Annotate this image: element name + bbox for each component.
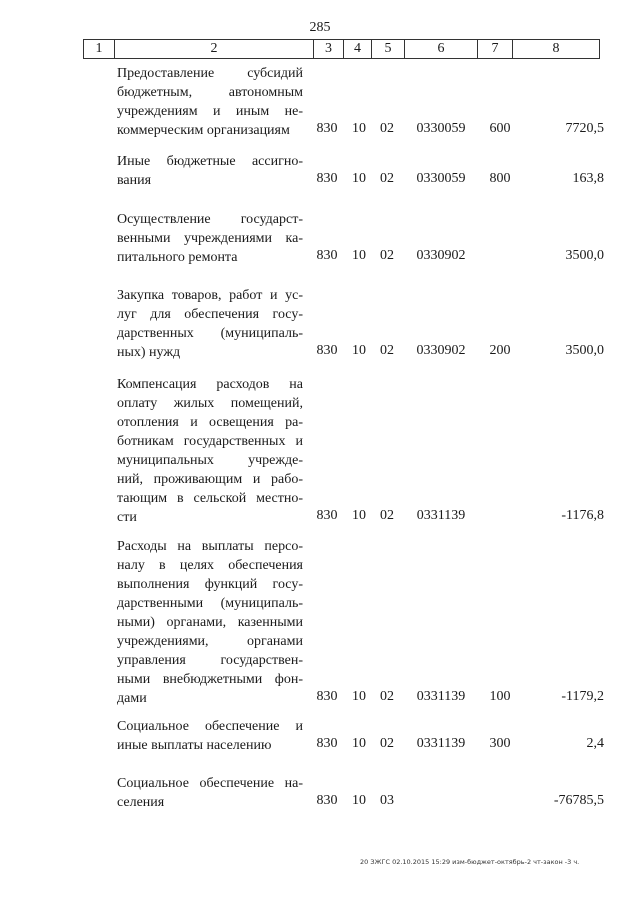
cell-col3: 830 <box>316 508 338 523</box>
cell-col5: 03 <box>380 793 394 808</box>
cell-col6: 0330902 <box>416 248 466 263</box>
description-line: сти <box>117 510 137 525</box>
cell-col5: 02 <box>380 343 394 358</box>
description-line: дами <box>117 691 147 706</box>
description-line: ных) нужд <box>117 345 181 360</box>
cell-col3: 830 <box>316 171 338 186</box>
cell-col4: 10 <box>352 248 366 263</box>
cell-col6: 0331139 <box>416 736 466 751</box>
cell-col5: 02 <box>380 508 394 523</box>
description-line: вания <box>117 173 152 188</box>
description-line: ботникам государственных и <box>117 434 303 449</box>
cell-col4: 10 <box>352 689 366 704</box>
description-line: Предоставление субсидий <box>117 66 303 81</box>
cell-col6: 0331139 <box>416 508 466 523</box>
cell-col4: 10 <box>352 171 366 186</box>
cell-col5: 02 <box>380 171 394 186</box>
description-line: учреждениями, органами <box>117 634 303 649</box>
cell-col3: 830 <box>316 736 338 751</box>
cell-col6: 0331139 <box>416 689 466 704</box>
cell-col5: 02 <box>380 689 394 704</box>
cell-col7: 100 <box>489 689 511 704</box>
row-description <box>117 210 303 267</box>
cell-col8: -1179,2 <box>561 689 604 704</box>
cell-col7: 200 <box>489 343 511 358</box>
row-description <box>117 152 303 190</box>
description-line: муниципальных учрежде- <box>117 453 303 468</box>
column-header-row <box>83 39 600 59</box>
cell-col3: 830 <box>316 248 338 263</box>
cell-col8: 2,4 <box>586 736 604 751</box>
description-line: тающим в сельской местно- <box>117 491 303 506</box>
column-header-2: 2 <box>114 40 313 58</box>
cell-col4: 10 <box>352 343 366 358</box>
description-line: оплату жилых помещений, <box>117 396 303 411</box>
cell-col6: 0330059 <box>416 121 466 136</box>
cell-col3: 830 <box>316 343 338 358</box>
description-line: селения <box>117 795 165 810</box>
cell-col7: 300 <box>489 736 511 751</box>
row-description <box>117 375 303 527</box>
description-line: луг для обеспечения госу- <box>117 307 303 322</box>
description-line: ными внебюджетными фон- <box>117 672 303 687</box>
cell-col5: 02 <box>380 736 394 751</box>
cell-col8: -76785,5 <box>553 793 604 808</box>
column-header-1: 1 <box>95 41 103 56</box>
cell-col4: 10 <box>352 508 366 523</box>
description-line: отопления и освещения ра- <box>117 415 303 430</box>
description-line: налу в целях обеспечения <box>117 558 303 573</box>
description-line: иные выплаты населению <box>117 738 272 753</box>
column-header-7: 7 <box>477 40 512 58</box>
description-line: бюджетным, автономным <box>117 85 303 100</box>
cell-col8: 7720,5 <box>565 121 604 136</box>
page-number: 285 <box>309 20 331 35</box>
description-line: ний, проживающим и рабо- <box>117 472 303 487</box>
column-header-5: 5 <box>371 40 404 58</box>
cell-col6: 0330059 <box>416 171 466 186</box>
description-line: дарственных (муниципаль- <box>117 326 303 341</box>
cell-col6: 0330902 <box>416 343 466 358</box>
row-description <box>117 537 303 708</box>
cell-col3: 830 <box>316 121 338 136</box>
description-line: Расходы на выплаты персо- <box>117 539 303 554</box>
cell-col4: 10 <box>352 121 366 136</box>
cell-col4: 10 <box>352 793 366 808</box>
description-line: коммерческим организациям <box>117 123 290 138</box>
cell-col8: 163,8 <box>572 171 604 186</box>
row-description <box>117 286 303 362</box>
description-line: выполнения функций госу- <box>117 577 303 592</box>
description-line: Социальное обеспечение и <box>117 719 303 734</box>
description-line: Осуществление государст- <box>117 212 303 227</box>
column-header-4: 4 <box>343 40 371 58</box>
description-line: Компенсация расходов на <box>117 377 303 392</box>
description-line: ными) органами, казенными <box>117 615 303 630</box>
description-line: учреждениям и иным не- <box>117 104 303 119</box>
row-description <box>117 774 303 812</box>
column-header-6: 6 <box>404 40 477 58</box>
description-line: дарственными (муниципаль- <box>117 596 303 611</box>
description-line: Социальное обеспечение на- <box>117 776 303 791</box>
cell-col8: -1176,8 <box>561 508 604 523</box>
cell-col3: 830 <box>316 793 338 808</box>
cell-col8: 3500,0 <box>565 343 604 358</box>
row-description <box>117 64 303 140</box>
footer-stamp: 20 ЗЖГС 02.10.2015 15:29 изм-бюджет-октябрь-2 чт-закон -3 ч. <box>360 858 580 866</box>
description-line: Иные бюджетные ассигно- <box>117 154 303 169</box>
description-line: Закупка товаров, работ и ус- <box>117 288 303 303</box>
description-line: венными учреждениями ка- <box>117 231 303 246</box>
row-description <box>117 717 303 755</box>
cell-col5: 02 <box>380 248 394 263</box>
cell-col4: 10 <box>352 736 366 751</box>
cell-col3: 830 <box>316 689 338 704</box>
description-line: питального ремонта <box>117 250 238 265</box>
cell-col7: 600 <box>489 121 511 136</box>
cell-col7: 800 <box>489 171 511 186</box>
column-header-3: 3 <box>313 40 343 58</box>
column-header-8: 8 <box>512 40 599 58</box>
cell-col8: 3500,0 <box>565 248 604 263</box>
cell-col5: 02 <box>380 121 394 136</box>
description-line: управления государствен- <box>117 653 303 668</box>
